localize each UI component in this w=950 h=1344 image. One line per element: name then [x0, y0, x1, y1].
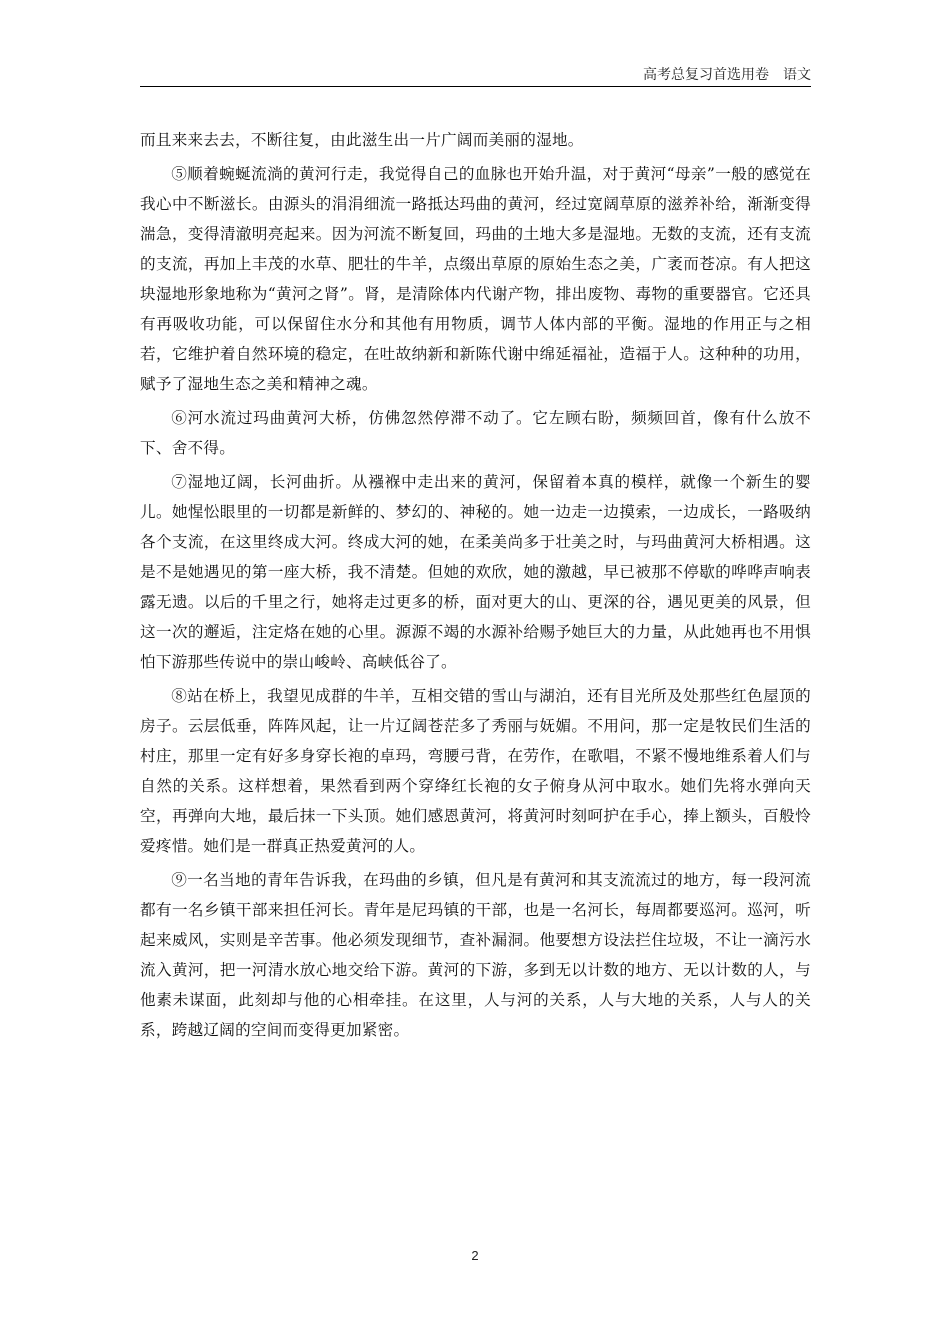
- page-number: 2: [471, 1248, 479, 1263]
- header-divider: [140, 86, 811, 87]
- paragraph-continuation: 而且来来去去，不断往复，由此滋生出一片广阔而美丽的湿地。: [140, 131, 584, 149]
- paragraph-7: ⑦湿地辽阔，长河曲折。从襁褓中走出来的黄河，保留着本真的模样，就像一个新生的婴儿。她惺忪眼里的一切都是新鲜的、梦幻的、神秘的。她一边走一边摸索，一边成长，一路吸纳各个支流，在这里终成大河。终成大河的她，在柔美尚多于壮美之时，与玛曲黄河大桥相遇。这是不是她遇见的第一座大桥，我不清楚。但她的欢欣，她的激越，早已被那不停歇的哗哗声响表露无遗。以后的千里之行，她将走过更多的桥，面对更大的山、更深的谷，遇见更美的风景，但这一次的邂逅，注定烙在她的心里。源源不竭的水源补给赐予她巨大的力量，从此她再也不用惧怕下游那些传说中的崇山峻岭、高峡低谷了。: [140, 473, 811, 671]
- paragraph-8: ⑧站在桥上，我望见成群的牛羊，互相交错的雪山与湖泊，还有目光所及处那些红色屋顶的房子。云层低垂，阵阵风起，让一片辽阔苍茫多了秀丽与妩媚。不用问，那一定是牧民们生活的村庄，那里一定有好多身穿长袍的卓玛，弯腰弓背，在劳作，在歌唱，不紧不慢地维系着人们与自然的关系。这样想着，果然看到两个穿绛红长袍的女子俯身从河中取水。她们先将水弹向天空，再弹向大地，最后抹一下头顶。她们感恩黄河，将黄河时刻呵护在手心，捧上额头，百般怜爱疼惜。她们是一群真正热爱黄河的人。: [140, 687, 811, 855]
- paragraph-5: ⑤顺着蜿蜒流淌的黄河行走，我觉得自己的血脉也开始升温，对于黄河“母亲”一般的感觉在我心中不断滋长。由源头的涓涓细流一路抵达玛曲的黄河，经过宽阔草原的滋养补给，渐渐变得湍急，变得清澈明亮起来。因为河流不断复回，玛曲的土地大多是湿地。无数的支流，还有支流的支流，再加上丰茂的水草、肥壮的牛羊，点缀出草原的原始生态之美，广袤而苍凉。有人把这块湿地形象地称为“黄河之肾”。肾，是清除体内代谢产物，排出废物、毒物的重要器官。它还具有再吸收功能，可以保留住水分和其他有用物质，调节人体内部的平衡。湿地的作用正与之相若，它维护着自然环境的稳定，在吐故纳新和新陈代谢中绵延福祉，造福于人。这种种的功用，赋予了湿地生态之美和精神之魂。: [140, 165, 811, 393]
- paragraph-9: ⑨一名当地的青年告诉我，在玛曲的乡镇，但凡是有黄河和其支流流过的地方，每一段河流都有一名乡镇干部来担任河长。青年是尼玛镇的干部，也是一名河长，每周都要巡河。巡河，听起来威风，实则是辛苦事。他必须发现细节，查补漏洞。他要想方设法拦住垃圾，不让一滴污水流入黄河，把一河清水放心地交给下游。黄河的下游，多到无以计数的地方、无以计数的人，与他素未谋面，此刻却与他的心相牵挂。在这里，人与河的关系，人与大地的关系，人与人的关系，跨越辽阔的空间而变得更加紧密。: [140, 871, 811, 1039]
- page-header: 高考总复习首选用卷 语文: [643, 67, 811, 83]
- article-body: [140, 125, 811, 1049]
- paragraph-6: ⑥河水流过玛曲黄河大桥，仿佛忽然停滞不动了。它左顾右盼，频频回首，像有什么放不下、舍不得。: [140, 409, 811, 457]
